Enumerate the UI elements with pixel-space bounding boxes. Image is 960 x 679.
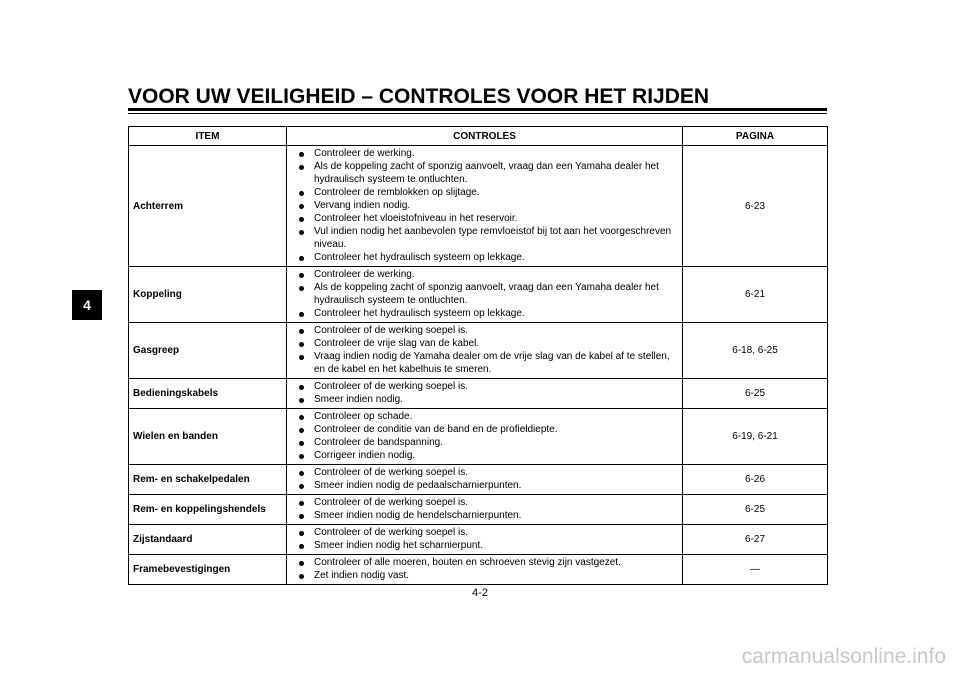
table-body <box>129 146 828 585</box>
check-text: Smeer indien nodig het scharnierpunt. <box>314 540 483 551</box>
table-row <box>129 379 828 409</box>
controls-cell <box>287 323 683 379</box>
bullet-icon <box>299 204 304 209</box>
check-text: Zet indien nodig vast. <box>314 570 410 581</box>
check-list-item <box>293 569 678 582</box>
check-text: Vervang indien nodig. <box>314 200 411 211</box>
check-text: Controleer de bandspanning. <box>314 437 443 448</box>
item-cell: Koppeling <box>129 267 287 323</box>
check-list-item <box>293 393 678 406</box>
check-list-item <box>293 526 678 539</box>
check-list-item <box>293 436 678 449</box>
page-cell: 6-23 <box>683 146 828 267</box>
column-header-controles: CONTROLES <box>287 127 683 146</box>
check-list-item <box>293 423 678 436</box>
bullet-icon <box>299 385 304 390</box>
table-row <box>129 465 828 495</box>
table-row <box>129 323 828 379</box>
item-cell: Wielen en banden <box>129 409 287 465</box>
check-list-item <box>293 268 678 281</box>
check-text: Smeer indien nodig de pedaalscharnierpunten. <box>314 480 522 491</box>
check-list-item <box>293 307 678 320</box>
chapter-tab: 4 <box>72 290 102 320</box>
table-row <box>129 409 828 465</box>
controls-cell <box>287 495 683 525</box>
controls-cell <box>287 465 683 495</box>
check-list-item <box>293 556 678 569</box>
check-text: Controleer of de werking soepel is. <box>314 527 468 538</box>
bullet-icon <box>299 484 304 489</box>
watermark: carmanualsonline.info <box>741 645 946 668</box>
title-rule-thin <box>128 113 827 114</box>
check-list-item <box>293 350 678 376</box>
check-text: Corrigeer indien nodig. <box>314 450 416 461</box>
table-row <box>129 495 828 525</box>
bullet-icon <box>299 273 304 278</box>
check-text: Controleer op schade. <box>314 411 413 422</box>
check-text: Controleer het vloeistofniveau in het reservoir. <box>314 213 518 224</box>
bullet-icon <box>299 286 304 291</box>
check-list <box>293 466 678 492</box>
page-cell: 6-21 <box>683 267 828 323</box>
bullet-icon <box>299 165 304 170</box>
table-row <box>129 146 828 267</box>
page-cell: — <box>683 555 828 585</box>
bullet-icon <box>299 398 304 403</box>
check-list-item <box>293 251 678 264</box>
check-list <box>293 556 678 582</box>
check-list <box>293 268 678 320</box>
check-text: Controleer of alle moeren, bouten en schroeven stevig zijn vastgezet. <box>314 557 621 568</box>
check-text: Controleer het hydraulisch systeem op lekkage. <box>314 308 525 319</box>
check-list <box>293 526 678 552</box>
check-list-item <box>293 225 678 251</box>
item-cell: Rem- en koppelingshendels <box>129 495 287 525</box>
bullet-icon <box>299 561 304 566</box>
check-text: Vul indien nodig het aanbevolen type remvloeistof bij tot aan het voorgeschreven niveau. <box>314 226 672 250</box>
bullet-icon <box>299 514 304 519</box>
controls-cell <box>287 379 683 409</box>
bullet-icon <box>299 574 304 579</box>
table-header-row <box>129 127 828 146</box>
bullet-icon <box>299 454 304 459</box>
column-header-pagina: PAGINA <box>683 127 828 146</box>
check-text: Controleer de werking. <box>314 269 415 280</box>
check-list-item <box>293 186 678 199</box>
page-title: VOOR UW VEILIGHEID – CONTROLES VOOR HET RIJDEN <box>128 85 710 108</box>
title-rule-thick <box>128 108 827 111</box>
check-list-item <box>293 160 678 186</box>
page-cell: 6-19, 6-21 <box>683 409 828 465</box>
bullet-icon <box>299 441 304 446</box>
bullet-icon <box>299 415 304 420</box>
bullet-icon <box>299 544 304 549</box>
table-row <box>129 555 828 585</box>
bullet-icon <box>299 230 304 235</box>
check-list <box>293 147 678 264</box>
check-text: Als de koppeling zacht of sponzig aanvoelt, vraag dan een Yamaha dealer het hydraulisch systeem te ontluchten. <box>314 161 659 185</box>
table-row <box>129 267 828 323</box>
check-text: Vraag indien nodig de Yamaha dealer om de vrije slag van de kabel af te stellen, en de kabel en het kabelhuis te smeren. <box>314 351 670 375</box>
check-list-item <box>293 410 678 423</box>
check-list-item <box>293 539 678 552</box>
page-cell: 6-25 <box>683 495 828 525</box>
page-cell: 6-18, 6-25 <box>683 323 828 379</box>
check-text: Controleer of de werking soepel is. <box>314 325 468 336</box>
controls-cell <box>287 409 683 465</box>
bullet-icon <box>299 312 304 317</box>
check-text: Controleer de remblokken op slijtage. <box>314 187 480 198</box>
bullet-icon <box>299 531 304 536</box>
check-list-item <box>293 324 678 337</box>
check-list-item <box>293 509 678 522</box>
check-text: Controleer de vrije slag van de kabel. <box>314 338 480 349</box>
controls-cell <box>287 525 683 555</box>
check-list-item <box>293 281 678 307</box>
controls-cell <box>287 146 683 267</box>
controls-cell <box>287 267 683 323</box>
bullet-icon <box>299 256 304 261</box>
item-cell: Zijstandaard <box>129 525 287 555</box>
check-text: Smeer indien nodig. <box>314 394 403 405</box>
check-list-item <box>293 212 678 225</box>
check-list <box>293 410 678 462</box>
table-row <box>129 525 828 555</box>
page-cell: 6-27 <box>683 525 828 555</box>
controls-cell <box>287 555 683 585</box>
check-text: Controleer de werking. <box>314 148 415 159</box>
check-text: Als de koppeling zacht of sponzig aanvoelt, vraag dan een Yamaha dealer het hydraulisch systeem te ontluchten. <box>314 282 659 306</box>
check-list-item <box>293 337 678 350</box>
bullet-icon <box>299 217 304 222</box>
check-list-item <box>293 147 678 160</box>
check-list-item <box>293 466 678 479</box>
check-text: Controleer of de werking soepel is. <box>314 381 468 392</box>
check-text: Controleer of de werking soepel is. <box>314 497 468 508</box>
check-list-item <box>293 479 678 492</box>
bullet-icon <box>299 501 304 506</box>
check-text: Controleer de conditie van de band en de profieldiepte. <box>314 424 558 435</box>
controls-table <box>128 126 828 585</box>
item-cell: Achterrem <box>129 146 287 267</box>
check-text: Controleer het hydraulisch systeem op lekkage. <box>314 252 525 263</box>
check-list <box>293 496 678 522</box>
bullet-icon <box>299 355 304 360</box>
column-header-item: ITEM <box>129 127 287 146</box>
check-list <box>293 324 678 376</box>
check-text: Smeer indien nodig de hendelscharnierpunten. <box>314 510 522 521</box>
bullet-icon <box>299 191 304 196</box>
item-cell: Framebevestigingen <box>129 555 287 585</box>
item-cell: Rem- en schakelpedalen <box>129 465 287 495</box>
check-list-item <box>293 496 678 509</box>
check-text: Controleer of de werking soepel is. <box>314 467 468 478</box>
page-cell: 6-25 <box>683 379 828 409</box>
check-list <box>293 380 678 406</box>
bullet-icon <box>299 471 304 476</box>
bullet-icon <box>299 428 304 433</box>
check-list-item <box>293 380 678 393</box>
item-cell: Gasgreep <box>129 323 287 379</box>
bullet-icon <box>299 329 304 334</box>
check-list-item <box>293 199 678 212</box>
bullet-icon <box>299 342 304 347</box>
item-cell: Bedieningskabels <box>129 379 287 409</box>
page-cell: 6-26 <box>683 465 828 495</box>
page-number: 4-2 <box>472 587 488 599</box>
bullet-icon <box>299 152 304 157</box>
check-list-item <box>293 449 678 462</box>
